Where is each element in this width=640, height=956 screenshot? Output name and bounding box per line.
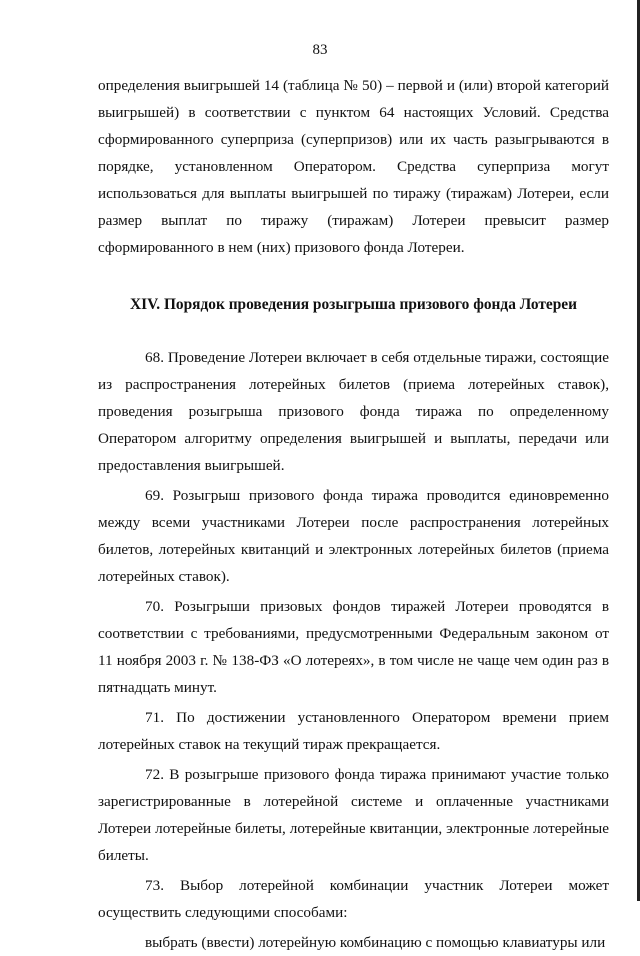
paragraph-70: 70. Розыгрыши призовых фондов тиражей Лотереи проводятся в соответствии с требованиями, предусмотренными Федеральным законом от 11 ноября 2003 г. № 138-ФЗ «О лотереях», в том числе не чаще чем один раз в пятнадцать минут.: [98, 598, 609, 696]
paragraph-69: 69. Розыгрыш призового фонда тиража проводится единовременно между всеми участниками Лотереи после распространения лотерейных билетов, лотерейных квитанций и электронных лотерейных билетов (приема лотерейных ставок).: [98, 487, 609, 585]
paragraph-68: 68. Проведение Лотереи включает в себя отдельные тиражи, состоящие из распространения лотерейных билетов (приема лотерейных ставок), проведения розыгрыша призового фонда тиража по определенному Оператором алгоритму определения выигрышей и выплаты, передачи или предоставления выигрышей.: [98, 349, 609, 474]
intro-paragraph: определения выигрышей 14 (таблица № 50) – первой и (или) второй категорий выигрышей) в соответствии с пунктом 64 настоящих Условий. Средства сформированного суперприза (суперпризов) или их часть разыгрываются в порядке, установленном Оператором. Средства суперприза могут использоваться для выплаты выигрышей по тиражу (тиражам) Лотереи, если размер выплат по тиражу (тиражам) Лотереи превысит размер сформированного в нем (них) призового фонда Лотереи.: [98, 77, 609, 256]
paragraph-71: 71. По достижении установленного Оператором времени прием лотерейных ставок на текущий тираж прекращается.: [98, 709, 609, 753]
paragraph-72: 72. В розыгрыше призового фонда тиража принимают участие только зарегистрированные в лотерейной системе и оплаченные участниками Лотереи лотерейные билеты, лотерейные квитанции, электронные лотерейные билеты.: [98, 766, 609, 864]
document-body: [98, 72, 609, 956]
paragraph-73: 73. Выбор лотерейной комбинации участник Лотереи может осуществить следующими способами:: [98, 877, 609, 921]
paragraph-73-continuation: выбрать (ввести) лотерейную комбинацию с помощью клавиатуры или: [145, 934, 606, 951]
section-heading: XIV. Порядок проведения розыгрыша призового фонда Лотереи: [130, 296, 577, 313]
page-number: 83: [312, 42, 328, 58]
